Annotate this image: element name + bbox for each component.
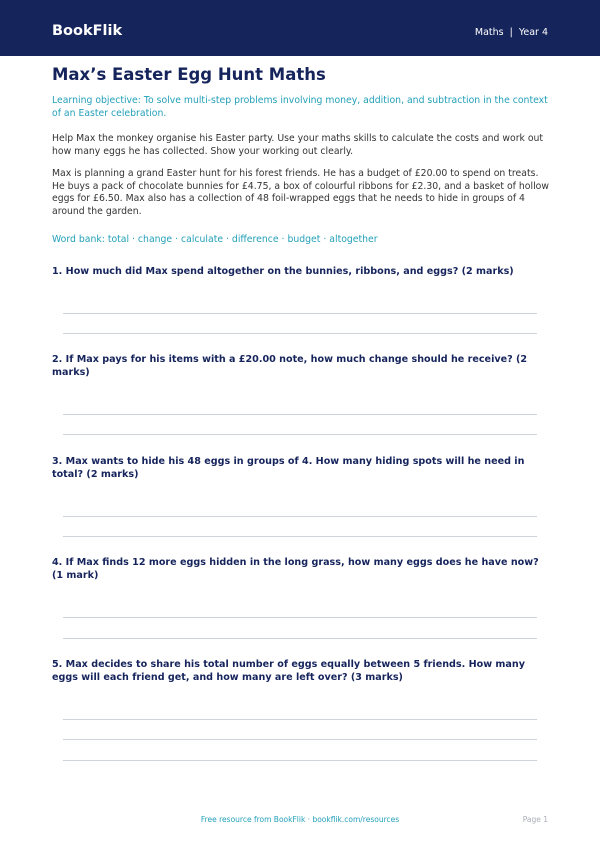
answer-line[interactable] bbox=[63, 516, 537, 517]
answer-line[interactable] bbox=[63, 617, 537, 618]
question-5: 5. Max decides to share his total number of eggs equally between 5 friends. How many eggs will each friend get, and how many are left over? (3 marks) bbox=[52, 659, 525, 683]
intro-text: Help Max the monkey organise his Easter party. Use your maths skills to calculate the costs and work out how many eggs he has collected. Show your working out clearly. bbox=[52, 133, 544, 157]
answer-line[interactable] bbox=[63, 313, 537, 314]
word-bank: Word bank: total · change · calculate · difference · budget · altogether bbox=[52, 234, 378, 245]
question-1: 1. How much did Max spend altogether on the bunnies, ribbons, and eggs? (2 marks) bbox=[52, 266, 514, 277]
scenario-text: Max is planning a grand Easter hunt for his forest friends. He has a budget of £20.00 to spend on treats. He buys a pack of chocolate bunnies for £4.75, a box of colourful ribbons for £2.30, and a basket of hollow eggs for £6.50. Max also has a collection of 48 foil-wrapped eggs that he needs to hide in groups of 4 around the garden. bbox=[52, 168, 549, 217]
question-2: 2. If Max pays for his items with a £20.00 note, how much change should he receive? (2 marks) bbox=[52, 354, 528, 378]
subject-label: Maths bbox=[474, 27, 504, 38]
worksheet-title: Max’s Easter Egg Hunt Maths bbox=[52, 65, 326, 84]
question-4: 4. If Max finds 12 more eggs hidden in the long grass, how many eggs does he have now? (1 mark) bbox=[52, 557, 539, 581]
answer-line[interactable] bbox=[63, 414, 537, 415]
subject-year-label bbox=[475, 27, 548, 39]
answer-line[interactable] bbox=[63, 719, 537, 720]
learning-objective: Learning objective: To solve multi-step problems involving money, addition, and subtraction in the context of an Easter celebration. bbox=[52, 95, 548, 119]
answer-line[interactable] bbox=[63, 638, 537, 639]
meta-separator: | bbox=[509, 27, 513, 38]
year-label: Year 4 bbox=[518, 27, 548, 38]
header-bar bbox=[0, 0, 600, 56]
brand-logo-text[interactable]: BookFlik bbox=[52, 23, 123, 39]
answer-line[interactable] bbox=[63, 333, 537, 334]
page-number: Page 1 bbox=[522, 815, 548, 824]
answer-line[interactable] bbox=[63, 434, 537, 435]
question-3: 3. Max wants to hide his 48 eggs in groups of 4. How many hiding spots will he need in total? (2 marks) bbox=[52, 456, 525, 480]
answer-line[interactable] bbox=[63, 739, 537, 740]
footer-credit[interactable]: Free resource from BookFlik · bookflik.com/resources bbox=[200, 815, 400, 824]
answer-line[interactable] bbox=[63, 760, 537, 761]
answer-line[interactable] bbox=[63, 536, 537, 537]
